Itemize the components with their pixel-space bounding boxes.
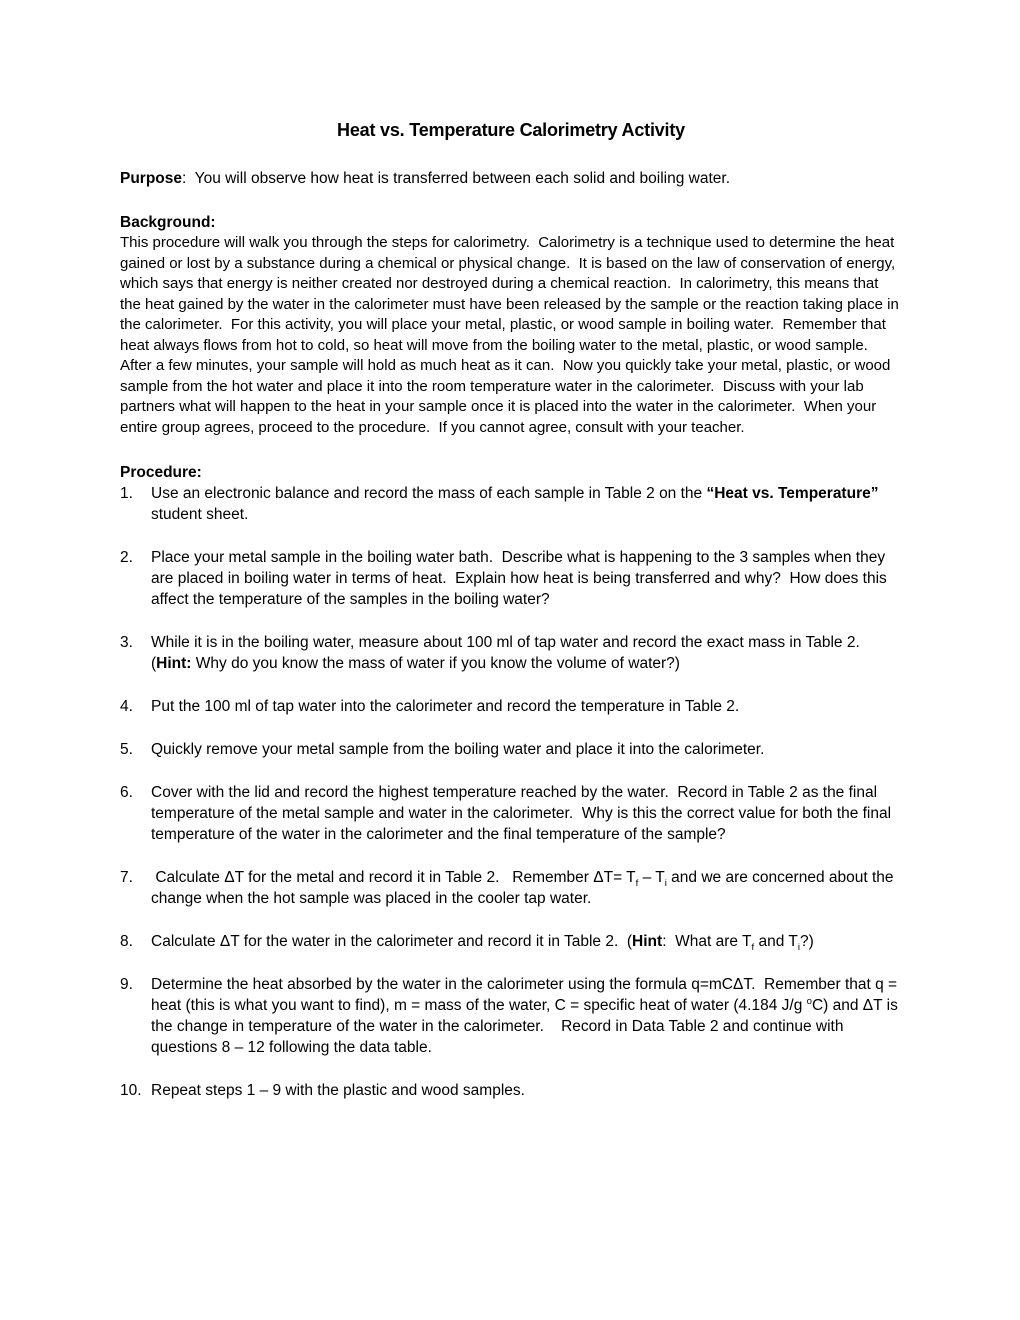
- procedure-step: [120, 483, 902, 525]
- text-segment: Quickly remove your metal sample from the boiling water and place it into the calorimeter.: [151, 741, 765, 758]
- step-text: [151, 782, 902, 845]
- step-number: 1.: [120, 485, 133, 502]
- text-segment: Use an electronic balance and record the mass of each sample in Table 2 on the: [151, 485, 707, 502]
- text-segment: C) and ΔT is the change in temperature of the water in the calorimeter. Record in Data Table 2 and continue with questions 8 – 12 following the data table.: [151, 997, 903, 1056]
- text-segment: – T: [638, 869, 665, 886]
- text-segment: ?): [799, 933, 814, 950]
- procedure-step: [120, 867, 902, 909]
- step-number: 4.: [120, 698, 133, 715]
- step-number: 7.: [120, 869, 133, 886]
- text-segment: Place your metal sample in the boiling water bath. Describe what is happening to the 3 samples when they are placed in boiling water in terms of heat. Explain how heat is being transferred and why? How does this affect the temperature of the samples in the boiling water?: [151, 549, 892, 608]
- purpose-paragraph: [120, 168, 902, 189]
- step-text: [151, 483, 902, 525]
- text-segment: Determine the heat absorbed by the water in the calorimeter using the formula q=mCΔT. Remember that q = heat (this is what you want to find), m = mass of the water, C = specific heat of water (4.184 J/g: [151, 976, 902, 1014]
- step-text: [151, 1080, 902, 1101]
- text-segment: i: [664, 878, 667, 890]
- procedure-section: [120, 462, 902, 1101]
- text-segment: Repeat steps 1 – 9 with the plastic and wood samples.: [151, 1082, 525, 1099]
- procedure-heading: Procedure:: [120, 464, 202, 481]
- text-segment: Calculate ΔT for the metal and record it in Table 2. Remember ΔT= T: [151, 869, 636, 886]
- procedure-step: [120, 974, 902, 1058]
- step-text: [151, 739, 902, 760]
- step-text: [151, 547, 902, 610]
- step-number: 3.: [120, 634, 133, 651]
- text-segment: : You will observe how heat is transferred between each solid and boiling water.: [182, 170, 731, 187]
- text-segment: and T: [754, 933, 798, 950]
- step-number: 10.: [120, 1082, 142, 1099]
- background-section: [120, 212, 902, 438]
- text-segment: and we are concerned about the change when the hot sample was placed in the cooler tap water.: [151, 869, 898, 907]
- text-segment: While it is in the boiling water, measure about 100 ml of tap water and record the exact mass in Table 2. (: [151, 634, 869, 672]
- procedure-steps: [120, 483, 902, 1101]
- background-body: This procedure will walk you through the steps for calorimetry. Calorimetry is a technique used to determine the heat gained or lost by a substance during a chemical or physical change. It is based on the law of conservation of energy, which says that energy is neither created nor destroyed during a chemical reaction. In calorimetry, this means that the heat gained by the water in the calorimeter must have been released by the sample or the reaction taking place in the calorimeter. For this activity, you will place your metal, plastic, or wood sample in boiling water. Remember that heat always flows from hot to cold, so heat will move from the boiling water to the metal, plastic, or wood sample. After a few minutes, your sample will hold as much heat as it can. Now you quickly take your metal, plastic, or wood sample from the hot water and place it into the room temperature water in the calorimeter. Discuss with your lab partners what will happen to the heat in your sample once it is placed into the water in the calorimeter. When your entire group agrees, proceed to the procedure. If you cannot agree, consult with your teacher.: [120, 234, 903, 436]
- step-number: 9.: [120, 976, 133, 993]
- step-text: [151, 632, 902, 674]
- procedure-step: [120, 632, 902, 674]
- text-segment: “Heat vs. Temperature”: [706, 485, 879, 502]
- procedure-step: [120, 547, 902, 610]
- text-segment: : What are T: [662, 933, 752, 950]
- step-number: 2.: [120, 549, 133, 566]
- text-segment: i: [797, 942, 800, 954]
- text-segment: f: [635, 878, 639, 890]
- background-heading: Background:: [120, 214, 216, 231]
- document-title: Heat vs. Temperature Calorimetry Activity: [337, 120, 685, 140]
- text-segment: Cover with the lid and record the highest temperature reached by the water. Record in Table 2 as the final temperature of the metal sample and water in the calorimeter. Why is this the correct value for both the final temperature of the water in the calorimeter and the final temperature of the sample?: [151, 784, 896, 843]
- text-segment: o: [806, 995, 812, 1007]
- procedure-step: [120, 696, 902, 717]
- step-number: 6.: [120, 784, 133, 801]
- procedure-step: [120, 1080, 902, 1101]
- text-segment: student sheet.: [151, 485, 883, 523]
- step-text: [151, 867, 902, 909]
- step-text: [151, 696, 902, 717]
- procedure-step: [120, 739, 902, 760]
- text-segment: Purpose: [120, 170, 183, 187]
- text-segment: f: [751, 942, 755, 954]
- step-number: 8.: [120, 933, 133, 950]
- text-segment: Why do you know the mass of water if you know the volume of water?): [191, 655, 680, 672]
- text-segment: Put the 100 ml of tap water into the calorimeter and record the temperature in Table 2.: [151, 698, 740, 715]
- step-text: [151, 974, 902, 1058]
- text-segment: Calculate ΔT for the water in the calorimeter and record it in Table 2. (: [151, 933, 633, 950]
- step-text: [151, 931, 902, 952]
- procedure-step: [120, 782, 902, 845]
- text-segment: Hint: [632, 933, 663, 950]
- procedure-step: [120, 931, 902, 952]
- text-segment: Hint:: [156, 655, 192, 672]
- step-number: 5.: [120, 741, 133, 758]
